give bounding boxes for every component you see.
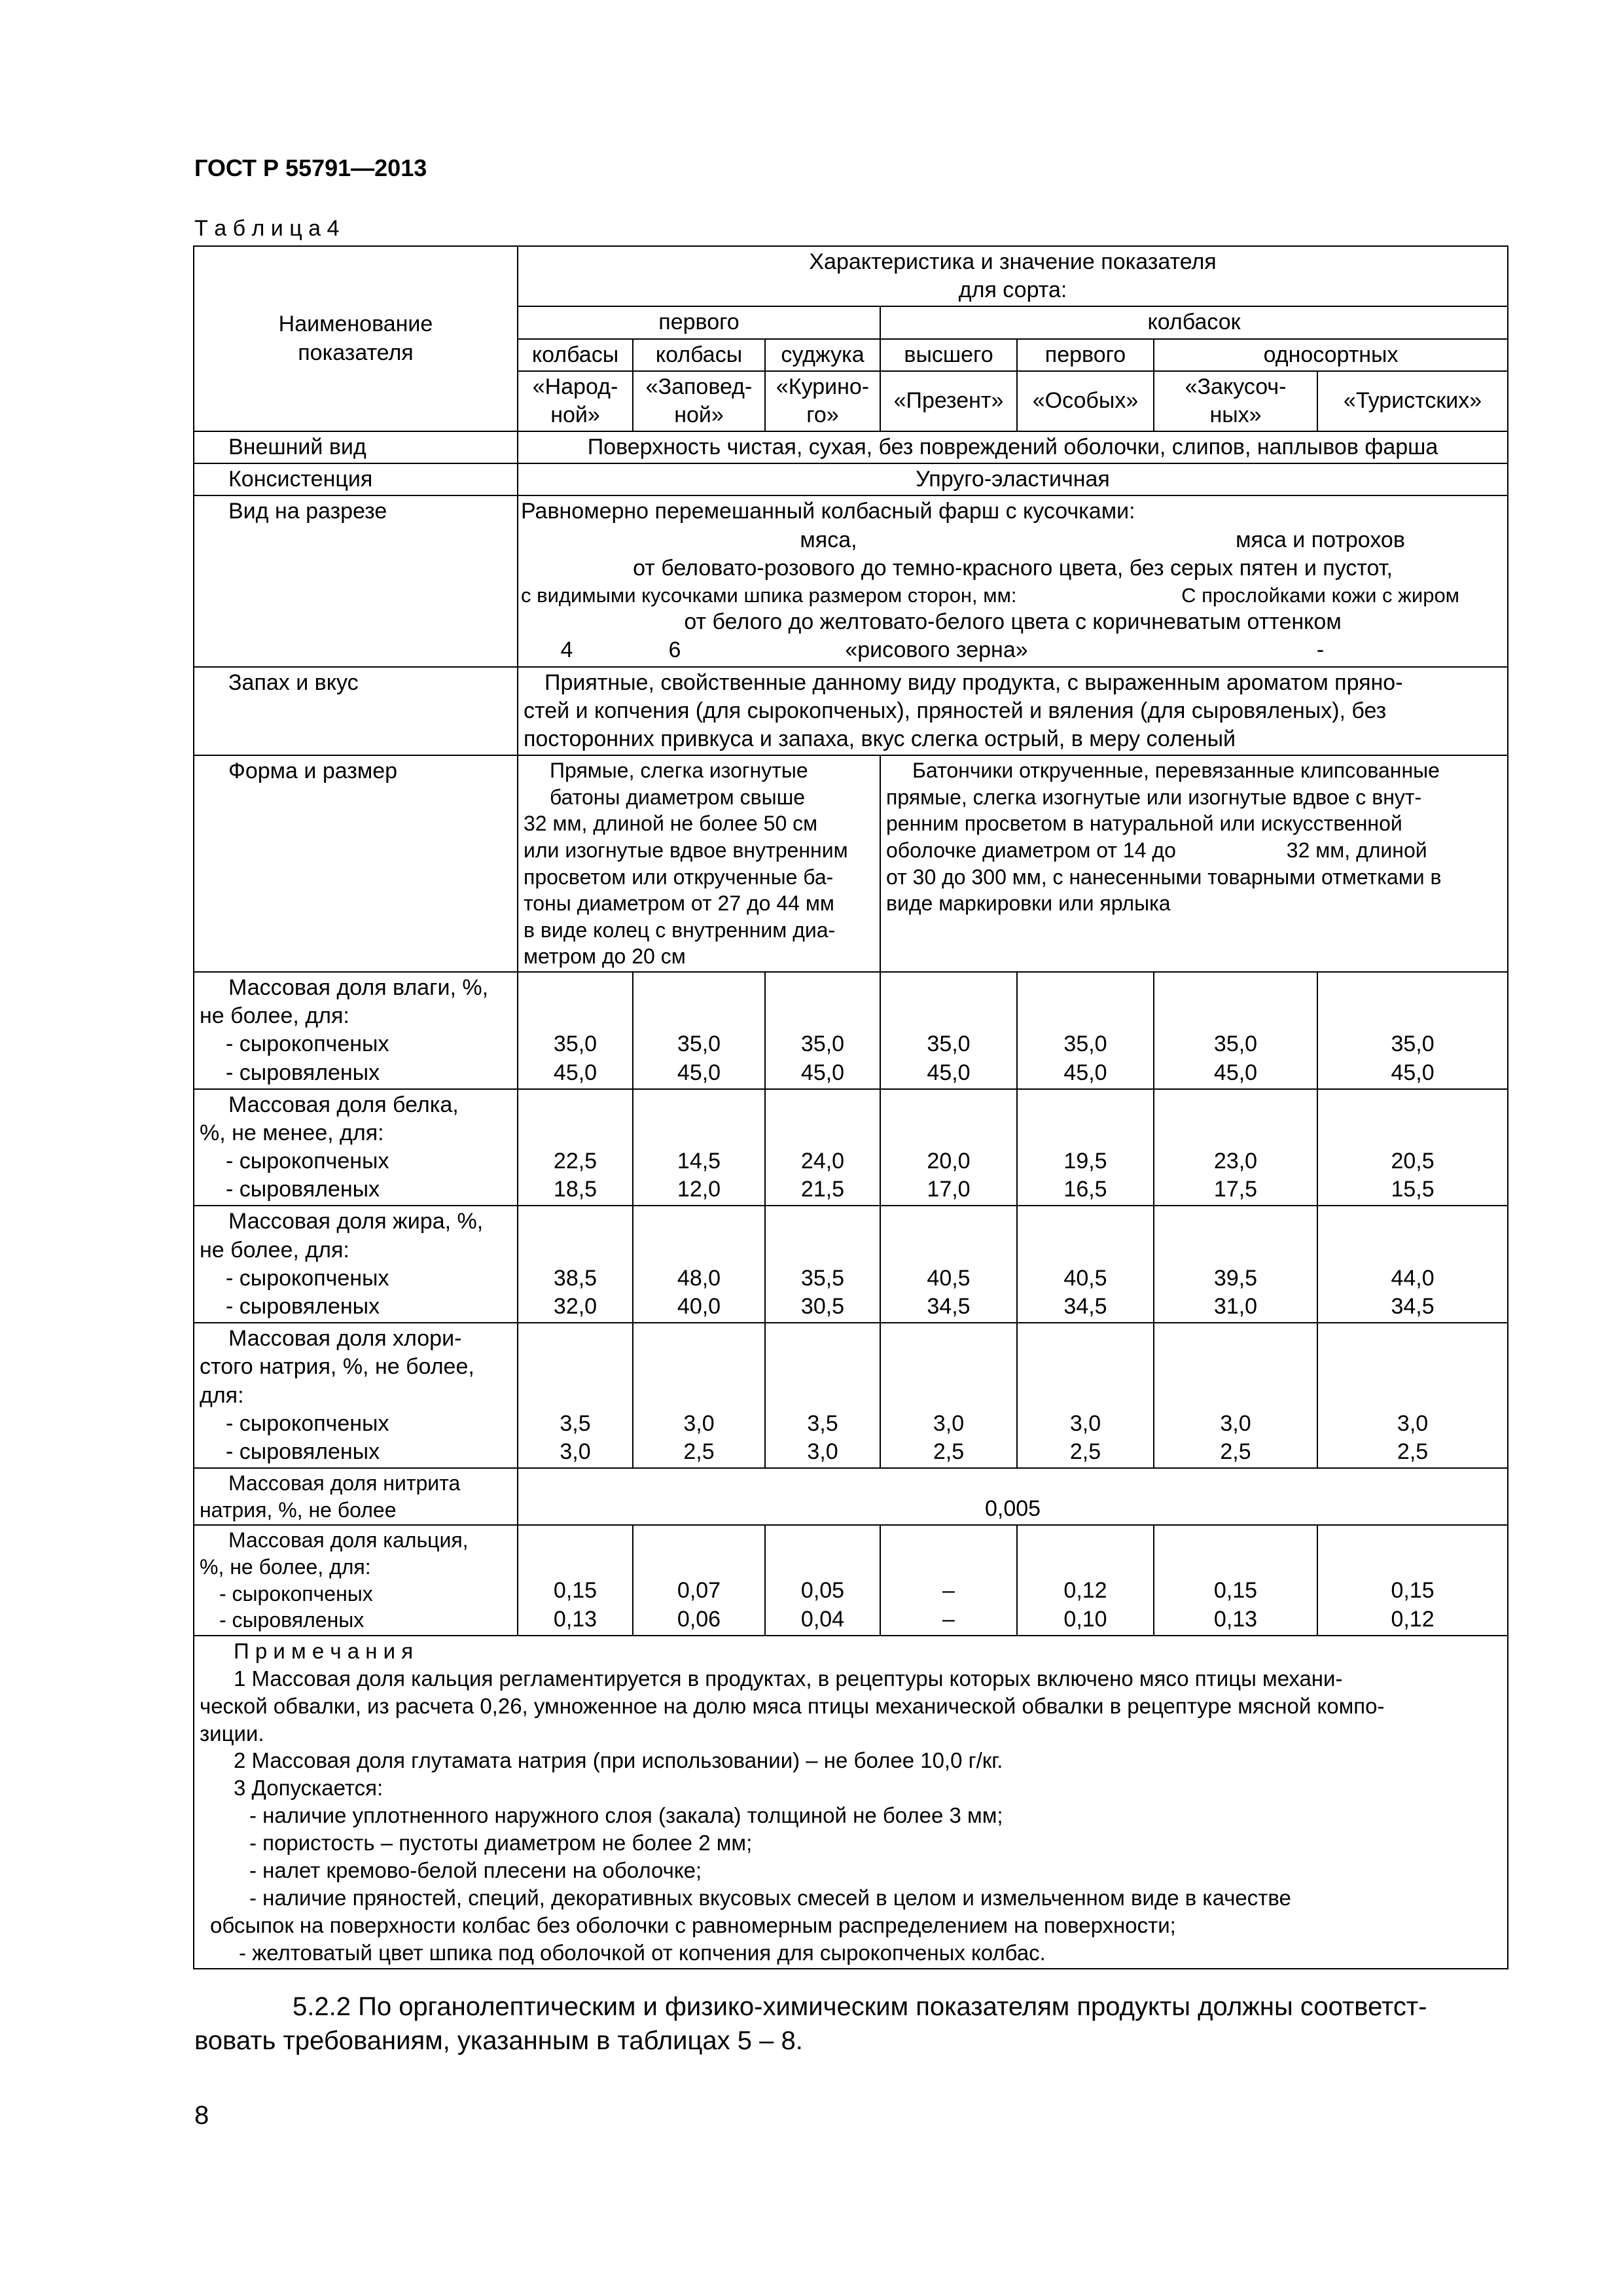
cut-line-5: от белого до желтовато-белого цвета с коричневатым оттенком <box>684 609 1342 635</box>
table-label: Т а б л и ц а 4 <box>194 216 340 241</box>
header-type-sausage-1: колбасы <box>518 339 633 371</box>
shape-value-first-grade: Прямые, слегка изогнутые батоны диаметром свыше 32 мм, длиной не более 50 см или изогнутые вдвое внутренним просветом или открученные ба- тоны диаметром от 27 до 44 мм в виде колец с внутренним диа- метром до 20 см <box>518 755 880 972</box>
table-4 <box>193 245 1507 1969</box>
header-type-highest: высшего <box>880 339 1017 371</box>
cut-meat-offal: мяса и потрохов <box>1236 527 1405 552</box>
value-cell: 20,0 17,0 <box>880 1089 1017 1206</box>
row-label-protein: Массовая доля белка, %, не менее, для: - сырокопченых - сыровяленых <box>194 1089 518 1206</box>
value-cell: 48,0 40,0 <box>633 1206 765 1323</box>
cut-size-narodnoy: 4 <box>560 637 573 663</box>
header-name-osobykh: «Особых» <box>1017 371 1154 431</box>
value-cell: 0,15 0,12 <box>1317 1525 1508 1636</box>
header-indicator: Наименование показателя <box>194 246 518 431</box>
header-grade-sausages: колбасок <box>880 306 1508 338</box>
note-3-item: - пористость – пустоты диаметром не более 2 мм; <box>249 1831 753 1856</box>
header-name-zapovednoy: «Заповед- ной» <box>633 371 765 431</box>
note-2: 2 Массовая доля глутамата натрия (при использовании) – не более 10,0 г/кг. <box>234 1748 1003 1773</box>
value-cell: 35,5 30,5 <box>765 1206 880 1323</box>
value-cell: 35,0 45,0 <box>1154 972 1317 1089</box>
row-calcium <box>194 1525 1508 1636</box>
row-salt <box>194 1323 1508 1468</box>
appearance-value: Поверхность чистая, сухая, без повреждений оболочки, слипов, наплывов фарша <box>518 431 1508 463</box>
table-notes: П р и м е ч а н и я 1 Массовая доля кальция регламентируется в продуктах, в рецептуры которых включено мясо птицы механи- ческой обвалки, из расчета 0,26, умноженное на долю мяса птицы механической обвалки в рецептуре мясной компо- зиции. 2 Массовая доля глутамата натрия (при использовании) – не более 10,0 г/кг. 3 Допускается: - наличие уплотненного наружного слоя (закала) толщиной не более 3 мм; - пористость – пустоты диаметром не более 2 мм; - налет кремово-белой плесени на оболочке; - наличие пряностей, специй, декоративных вкусовых смесей в целом и измельченном виде в качестве обсыпок на поверхности колбас без оболочки с равномерным распределением на поверхности; - желтоватый цвет шпика под оболочкой от копчения для сырокопченых колбас. <box>194 1636 1508 1969</box>
value-cell: 40,5 34,5 <box>1017 1206 1154 1323</box>
value-cell: 0,07 0,06 <box>633 1525 765 1636</box>
value-cell: 3,0 2,5 <box>1154 1323 1317 1468</box>
value-cell: – – <box>880 1525 1017 1636</box>
row-moisture <box>194 972 1508 1089</box>
header-grade-first: первого <box>518 306 880 338</box>
note-3-item: - наличие уплотненного наружного слоя (закала) толщиной не более 3 мм; <box>249 1803 1003 1828</box>
document-code-header: ГОСТ Р 55791—2013 <box>194 154 427 181</box>
value-cell: 3,5 3,0 <box>765 1323 880 1468</box>
page-number: 8 <box>194 2101 209 2130</box>
row-label-consistency: Консистенция <box>194 463 518 495</box>
taste-value: Приятные, свойственные данному виду продукта, с выраженным ароматом пряно- стей и копчения (для сырокопченых), пряностей и вяления (для сыровяленых), без посторонних привкуса и запаха, вкус слегка острый, в меру соленый <box>518 667 1508 756</box>
header-type-first: первого <box>1017 339 1154 371</box>
value-cell: 35,0 45,0 <box>765 972 880 1089</box>
cut-value <box>518 495 1508 666</box>
notes-title: П р и м е ч а н и я <box>234 1638 414 1663</box>
note-1: 1 Массовая доля кальция регламентируется в продуктах, в рецептуры которых включено мясо птицы механи- <box>234 1666 1343 1691</box>
value-cell: 3,0 2,5 <box>880 1323 1017 1468</box>
value-cell: 35,0 45,0 <box>1317 972 1508 1089</box>
value-cell: 0,15 0,13 <box>1154 1525 1317 1636</box>
note-3-item: - наличие пряностей, специй, декоративных вкусовых смесей в целом и измельченном виде в качестве <box>249 1885 1291 1910</box>
value-cell: 3,5 3,0 <box>518 1323 633 1468</box>
header-name-narodnoy: «Народ- ной» <box>518 371 633 431</box>
row-label-moisture: Массовая доля влаги, %, не более, для: - сырокопченых - сыровяленых <box>194 972 518 1089</box>
header-name-kurinogo: «Курино- го» <box>765 371 880 431</box>
header-characteristic: Характеристика и значение показателя для сорта: <box>518 246 1508 306</box>
value-cell: 35,0 45,0 <box>1017 972 1154 1089</box>
row-label-shape: Форма и размер <box>194 755 518 972</box>
cut-line-3: от беловато-розового до темно-красного цвета, без серых пятен и пустот, <box>633 555 1393 581</box>
value-cell: 23,0 17,5 <box>1154 1089 1317 1206</box>
value-cell: 14,5 12,0 <box>633 1089 765 1206</box>
cut-skin-layers: С прослойками кожи с жиром <box>1181 583 1459 607</box>
cut-lard-size: с видимыми кусочками шпика размером сторон, мм: <box>521 583 1017 607</box>
value-cell: 38,5 32,0 <box>518 1206 633 1323</box>
cut-line-1: Равномерно перемешанный колбасный фарш с кусочками: <box>521 499 1135 524</box>
value-cell: 39,5 31,0 <box>1154 1206 1317 1323</box>
header-name-prezent: «Презент» <box>880 371 1017 431</box>
note-3-item: - желтоватый цвет шпика под оболочкой от копчения для сырокопченых колбас. <box>239 1940 1046 1965</box>
row-label-fat: Массовая доля жира, %, не более, для: - сырокопченых - сыровяленых <box>194 1206 518 1323</box>
value-cell: 3,0 2,5 <box>1317 1323 1508 1468</box>
value-cell: 3,0 2,5 <box>1017 1323 1154 1468</box>
consistency-value: Упруго-эластичная <box>518 463 1508 495</box>
row-label-salt: Массовая доля хлори- стого натрия, %, не более, для: - сырокопченых - сыровяленых <box>194 1323 518 1468</box>
paragraph-5-2-2: 5.2.2 По органолептическим и физико-химическим показателям продукты должны соответст- вовать требованиям, указанным в таблицах 5 – 8. <box>194 1992 1427 2055</box>
value-cell: 24,0 21,5 <box>765 1089 880 1206</box>
row-label-calcium: Массовая доля кальция, %, не более, для: - сырокопченых - сыровяленых <box>194 1525 518 1636</box>
cut-size-dash: - <box>1316 637 1325 663</box>
row-label-appearance: Внешний вид <box>194 431 518 463</box>
value-cell: 20,5 15,5 <box>1317 1089 1508 1206</box>
row-label-taste: Запах и вкус <box>194 667 518 756</box>
header-type-single: односортных <box>1154 339 1508 371</box>
header-name-zakusochnykh: «Закусоч- ных» <box>1154 371 1317 431</box>
row-label-nitrite: Массовая доля нитрита натрия, %, не более <box>194 1468 518 1525</box>
value-cell: 0,05 0,04 <box>765 1525 880 1636</box>
cut-size-zapovednoy: 6 <box>668 637 681 663</box>
note-3-item: - налет кремово-белой плесени на оболочке; <box>249 1858 702 1883</box>
row-protein <box>194 1089 1508 1206</box>
nitrite-value: 0,005 <box>518 1468 1508 1525</box>
cut-size-rice: «рисового зерна» <box>845 637 1028 663</box>
value-cell: 0,15 0,13 <box>518 1525 633 1636</box>
row-fat <box>194 1206 1508 1323</box>
value-cell: 40,5 34,5 <box>880 1206 1017 1323</box>
cut-meat: мяса, <box>800 527 857 552</box>
value-cell: 35,0 45,0 <box>633 972 765 1089</box>
value-cell: 35,0 45,0 <box>518 972 633 1089</box>
value-cell: 0,12 0,10 <box>1017 1525 1154 1636</box>
value-cell: 19,5 16,5 <box>1017 1089 1154 1206</box>
header-type-sudzhuk: суджука <box>765 339 880 371</box>
value-cell: 22,5 18,5 <box>518 1089 633 1206</box>
row-nitrite <box>194 1468 1508 1525</box>
header-type-sausage-2: колбасы <box>633 339 765 371</box>
row-label-cut: Вид на разрезе <box>194 495 518 666</box>
header-name-turistskikh: «Туристских» <box>1317 371 1508 431</box>
value-cell: 35,0 45,0 <box>880 972 1017 1089</box>
value-cell: 3,0 2,5 <box>633 1323 765 1468</box>
value-cell: 44,0 34,5 <box>1317 1206 1508 1323</box>
shape-value-sausages: Батончики открученные, перевязанные клипсованные прямые, слегка изогнутые или изогнутые вдвое с внут- ренним просветом в натуральной или искусственной оболочке диаметром от 14 до 32 мм, длиной от 30 до 300 мм, с нанесенными товарными отметками в виде маркировки или ярлыка <box>880 755 1508 972</box>
note-3: 3 Допускается: <box>234 1776 383 1801</box>
